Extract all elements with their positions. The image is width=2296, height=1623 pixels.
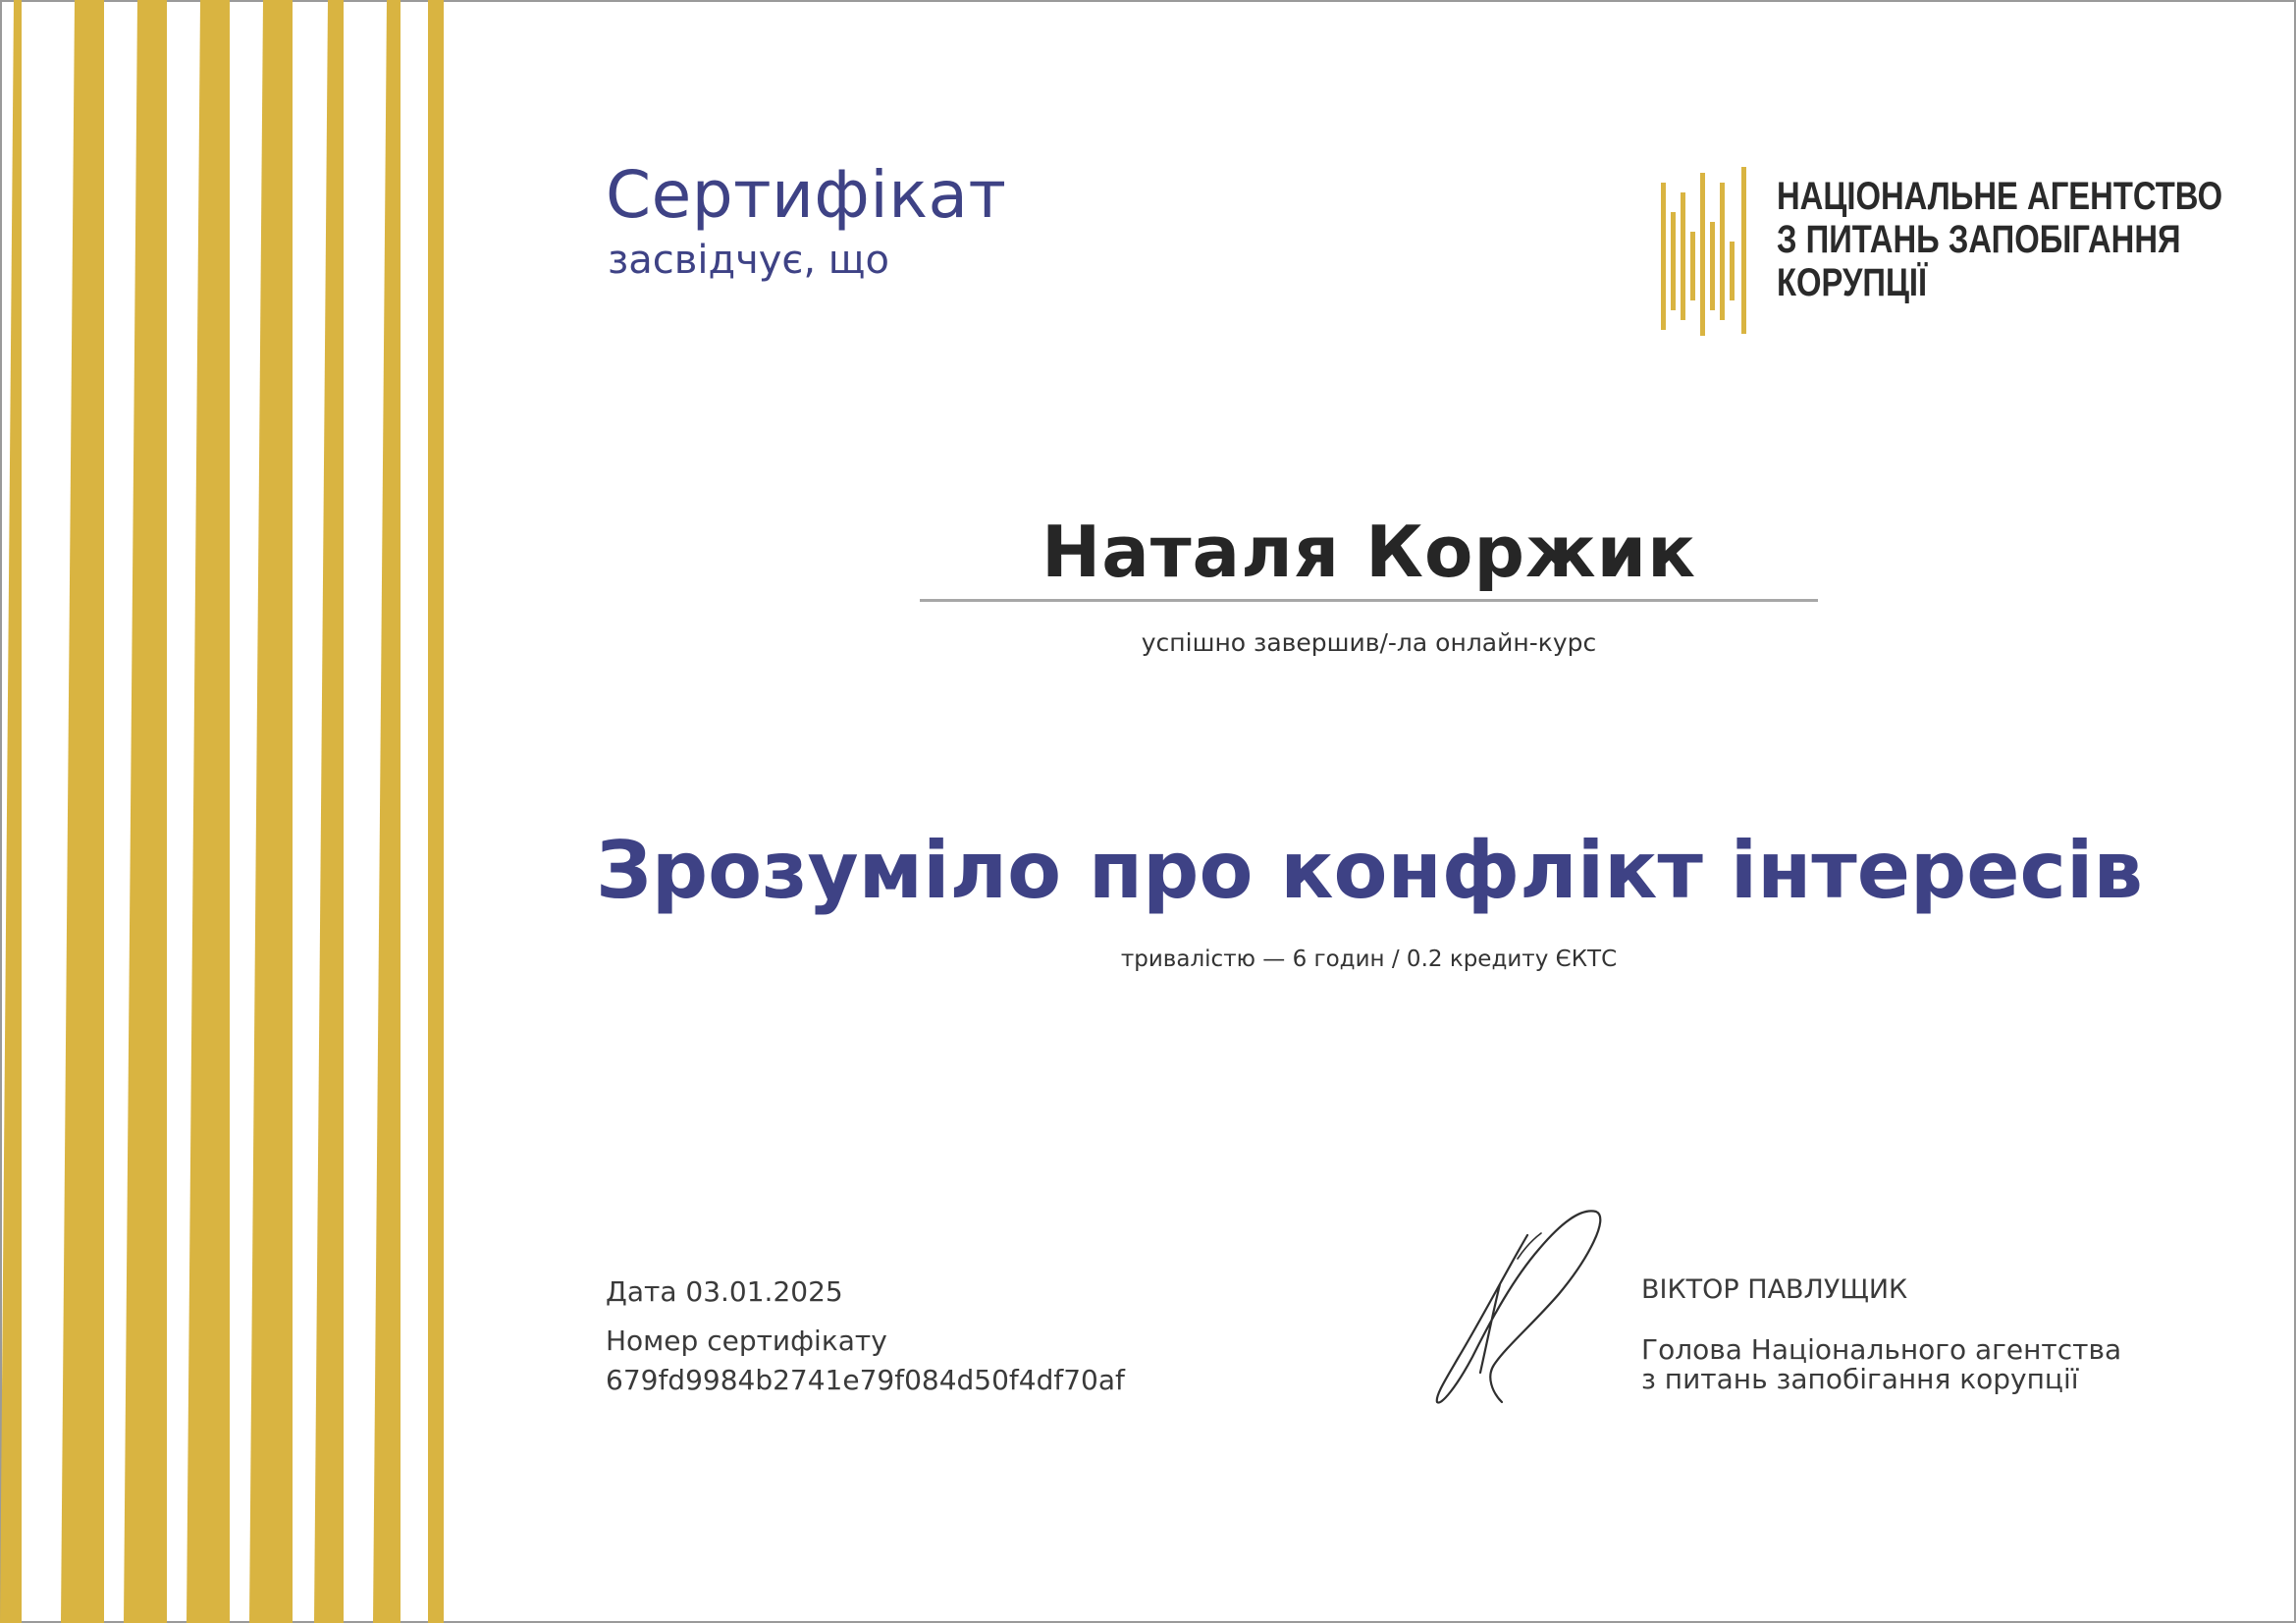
nazk-bars-logo-icon <box>1659 163 1757 336</box>
logo-bar <box>1700 173 1705 336</box>
gold-stripe <box>249 0 293 1623</box>
gold-stripe <box>314 0 344 1623</box>
agency-logo-line-2: З ПИТАНЬ ЗАПОБІГАННЯ <box>1777 218 2181 261</box>
gold-stripe <box>61 0 104 1623</box>
gold-stripe <box>187 0 230 1623</box>
certificate-number-label: Номер сертифікату <box>606 1325 887 1357</box>
course-duration: тривалістю — 6 годин / 0.2 кредиту ЄКТС <box>1120 947 1618 972</box>
signer-role-line-2: з питань запобігання корупції <box>1641 1363 2079 1395</box>
logo-bar <box>1681 192 1685 320</box>
logo-bar <box>1710 222 1715 310</box>
decorative-stripes <box>0 0 452 1623</box>
logo-bar <box>1690 232 1695 300</box>
agency-logo-line-3: КОРУПЦІЇ <box>1777 261 1928 304</box>
certificate-subtitle: засвідчує, що <box>608 238 889 283</box>
recipient-name: Наталя Коржик <box>1041 511 1696 593</box>
signer-name: ВІКТОР ПАВЛУЩИК <box>1641 1274 1908 1305</box>
logo-bar <box>1730 242 1735 300</box>
logo-bar <box>1661 183 1666 330</box>
signer-role <box>1641 1335 2121 1394</box>
gold-stripe <box>373 0 400 1623</box>
logo-bar <box>1720 183 1725 320</box>
gold-stripe <box>124 0 167 1623</box>
handwritten-signature <box>1423 1200 1620 1416</box>
logo-bar <box>1741 167 1746 334</box>
gold-stripe <box>428 0 444 1623</box>
gold-stripe <box>0 0 22 1623</box>
agency-logo-line-1: НАЦІОНАЛЬНЕ АГЕНТСТВО <box>1777 175 2223 218</box>
logo-bar <box>1671 212 1676 310</box>
certificate-title: Сертифікат <box>606 157 1007 233</box>
issue-date: Дата 03.01.2025 <box>606 1275 843 1308</box>
certificate-number: 679fd9984b2741e79f084d50f4df70af <box>606 1364 1125 1396</box>
certificate-details <box>606 1272 1125 1400</box>
name-underline <box>920 599 1818 602</box>
completion-text: успішно завершив/-ла онлайн-курс <box>1141 628 1597 657</box>
course-title: Зрозуміло про конфлікт інтересів <box>595 825 2143 916</box>
signer-role-line-1: Голова Національного агентства <box>1641 1333 2122 1366</box>
agency-logo-text <box>1777 175 2222 304</box>
